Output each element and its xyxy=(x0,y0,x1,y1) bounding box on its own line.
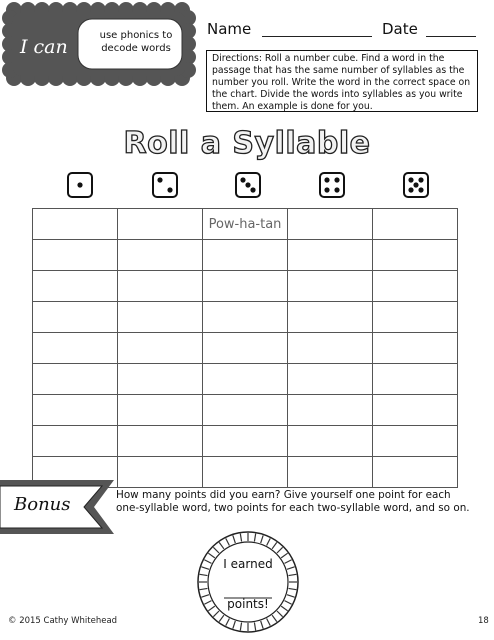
table-cell[interactable] xyxy=(288,457,373,488)
table-row xyxy=(33,426,458,457)
syllable-chart xyxy=(32,208,458,488)
table-cell[interactable] xyxy=(373,271,458,302)
table-cell[interactable] xyxy=(203,333,288,364)
table-cell[interactable] xyxy=(33,271,118,302)
table-row xyxy=(33,240,458,271)
table-cell[interactable] xyxy=(373,333,458,364)
points-label: points! xyxy=(227,597,269,611)
table-cell[interactable] xyxy=(203,271,288,302)
die-two-icon xyxy=(152,172,178,198)
page-number: 18 xyxy=(478,616,489,626)
table-cell[interactable] xyxy=(118,240,203,271)
table-cell[interactable] xyxy=(118,209,203,240)
example-cell[interactable]: Pow-ha-tan xyxy=(203,209,288,240)
table-cell[interactable] xyxy=(288,333,373,364)
bonus-label: Bonus xyxy=(14,494,71,515)
table-cell[interactable] xyxy=(118,395,203,426)
table-cell[interactable] xyxy=(203,395,288,426)
directions-box: Directions: Roll a number cube. Find a word in the passage that has the same number of syllables as the number you roll. Write the word in the correct space on the chart. Divide the words into syllables as you write them. An example is done for you. xyxy=(206,50,478,112)
table-cell[interactable] xyxy=(373,209,458,240)
i-can-label: I can xyxy=(20,36,68,58)
table-row xyxy=(33,271,458,302)
earned-label: I earned xyxy=(223,557,273,571)
table-cell[interactable] xyxy=(288,271,373,302)
table-cell[interactable] xyxy=(203,457,288,488)
table-cell[interactable] xyxy=(373,457,458,488)
table-cell[interactable] xyxy=(118,457,203,488)
name-line[interactable] xyxy=(262,36,372,37)
table-cell[interactable] xyxy=(373,302,458,333)
table-row xyxy=(33,364,458,395)
table-cell[interactable] xyxy=(33,333,118,364)
learning-target: use phonics to decode words xyxy=(99,30,173,54)
table-cell[interactable] xyxy=(203,426,288,457)
table-cell[interactable] xyxy=(203,364,288,395)
die-five-icon xyxy=(403,172,429,198)
date-label: Date xyxy=(382,20,418,38)
table-cell[interactable] xyxy=(33,395,118,426)
table-cell[interactable] xyxy=(288,240,373,271)
table-cell[interactable] xyxy=(33,426,118,457)
table-cell[interactable] xyxy=(373,426,458,457)
table-cell[interactable] xyxy=(288,364,373,395)
table-cell[interactable] xyxy=(118,333,203,364)
table-cell[interactable] xyxy=(33,209,118,240)
table-cell[interactable] xyxy=(118,271,203,302)
die-three-icon xyxy=(235,172,261,198)
table-cell[interactable] xyxy=(203,240,288,271)
table-cell[interactable] xyxy=(288,302,373,333)
table-row xyxy=(33,302,458,333)
table-cell[interactable] xyxy=(33,364,118,395)
table-cell[interactable] xyxy=(203,302,288,333)
table-cell[interactable] xyxy=(373,240,458,271)
table-cell[interactable] xyxy=(33,302,118,333)
table-cell[interactable] xyxy=(33,240,118,271)
table-cell[interactable] xyxy=(118,426,203,457)
date-line[interactable] xyxy=(426,36,476,37)
points-circle xyxy=(196,530,300,634)
table-cell[interactable] xyxy=(288,426,373,457)
table-cell[interactable] xyxy=(288,209,373,240)
table-row xyxy=(33,209,458,240)
page-title: Roll a Syllable xyxy=(123,126,371,161)
bonus-instructions: How many points did you earn? Give yourself one point for each one-syllable word, two points for each two-syllable word, and so on. xyxy=(116,489,470,514)
table-cell[interactable] xyxy=(373,364,458,395)
table-cell[interactable] xyxy=(118,364,203,395)
die-four-icon xyxy=(319,172,345,198)
name-label: Name xyxy=(207,20,252,38)
table-row xyxy=(33,395,458,426)
die-one-icon xyxy=(67,172,93,198)
table-row xyxy=(33,333,458,364)
table-cell[interactable] xyxy=(118,302,203,333)
table-cell[interactable] xyxy=(373,395,458,426)
table-cell[interactable] xyxy=(288,395,373,426)
copyright: © 2015 Cathy Whitehead xyxy=(8,616,118,626)
